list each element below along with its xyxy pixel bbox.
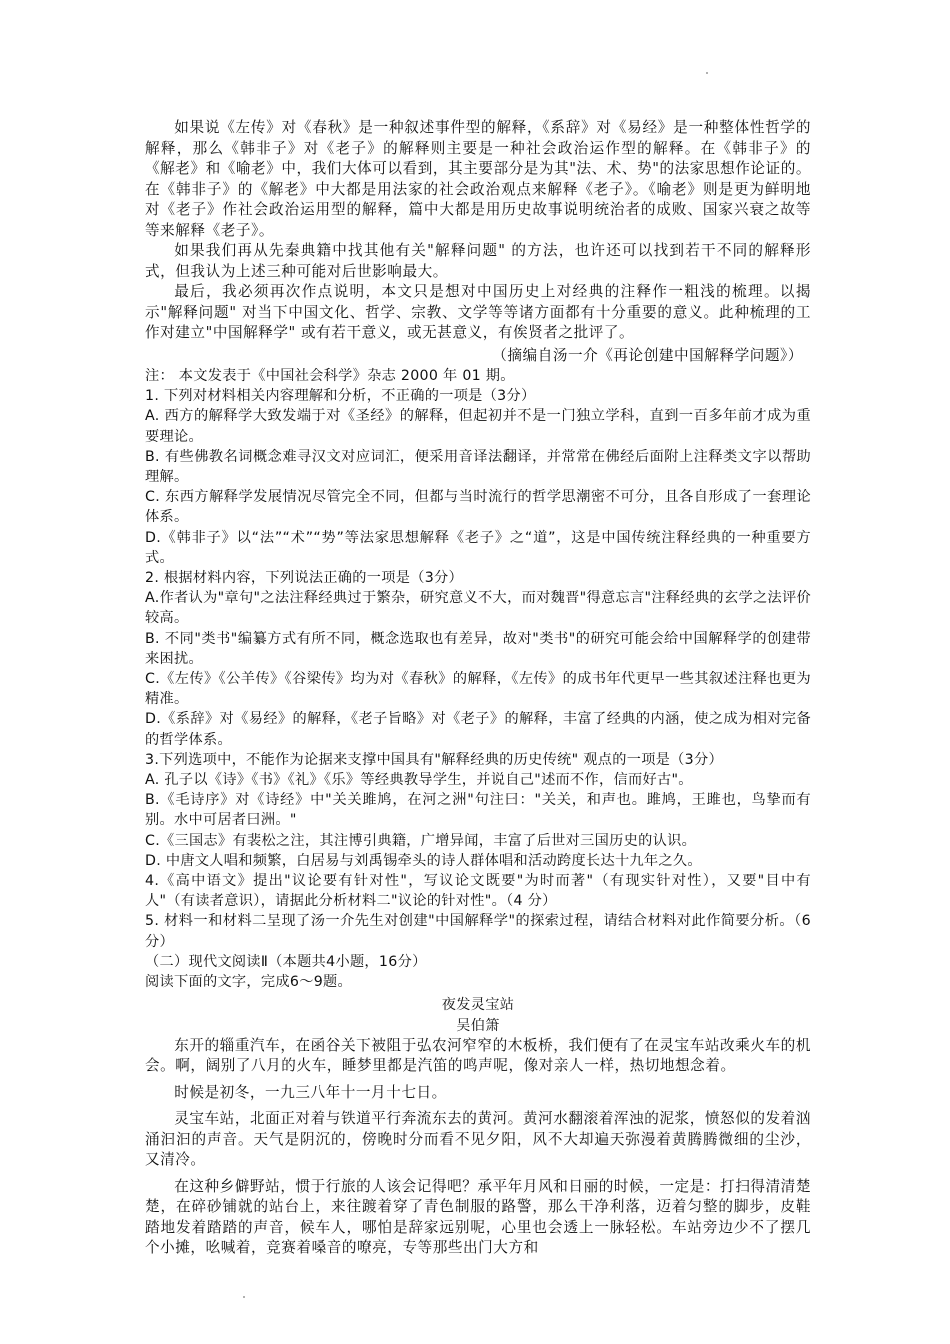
question-1-stem: 1. 下列对材料相关内容理解和分析，不正确的一项是（3分） — [145, 388, 536, 405]
section-heading: （二）现代文阅读Ⅱ（本题共4小题，16分） — [145, 953, 427, 970]
question-1-option-d: D.《韩非子》以“法”“术”“势”等法家思想解释《老子》之“道”，这是中国传统注释经典的一种重要方式。 — [145, 529, 811, 566]
question-3-option-d: D. 中唐文人唱和频繁，白居易与刘禹锡牵头的诗人群体唱和活动跨度长达十九年之久。 — [145, 852, 702, 869]
question-1-option-c: C. 东西方解释学发展情况尽管完全不同，但都与当时流行的哲学思潮密不可分，且各自形成了一套理论体系。 — [145, 489, 811, 526]
question-5: 5. 材料一和材料二呈现了汤一介先生对创建"中国解释学"的探索过程，请结合材料对此作简要分析。（6分） — [145, 913, 811, 950]
passage2-paragraph: 东开的辎重汽车，在函谷关下被阻于弘农河窄窄的木板桥，我们便有了在灵宝车站改乘火车的机会。啊，阔别了八月的火车，睡梦里都是汽笛的鸣声呢，像对亲人一样，热切地想念着。 — [145, 1036, 811, 1075]
passage2-paragraph: 灵宝车站，北面正对着与铁道平行奔流东去的黄河。黄河水翻滚着浑浊的泥浆，愤怒似的发着汹涌汩汩的声音。天气是阴沉的，傍晚时分而看不见夕阳，风不大却遍天弥漫着黄腾腾微细的尘沙，又清冷。 — [145, 1110, 811, 1169]
source-citation: （摘编自汤一介《再论创建中国解释学问题》） — [492, 346, 803, 364]
question-4: 4.《高中语文》提出"议论要有针对性"，写议论文既要"为时而著"（有现实针对性），又要"目中有人"（有读者意识），请据此分析材料二"议论的针对性"。（4 分） — [145, 873, 811, 910]
question-2-option-a: A.作者认为"章句"之法注释经典过于繁杂，研究意义不大，而对魏晋"得意忘言"注释经典的玄学之法评价较高。 — [145, 590, 811, 627]
question-3-option-c: C.《三国志》有裴松之注，其注博引典籍，广增异闻，丰富了后世对三国历史的认识。 — [145, 832, 697, 849]
scan-speck — [706, 72, 708, 74]
passage1-paragraph: 如果说《左传》对《春秋》是一种叙述事件型的解释，《系辞》对《易经》是一种整体性哲学的解释，那么《韩非子》对《老子》的解释则主要是一种社会政治运作型的解释。在《韩非子》的《解老》和《喻老》中，我们大体可以看到，其主要部分是为其"法、术、势"的法家思想作论证的。在《韩非子》的《解老》中大都是用法家的社会政治观点来解释《老子》。《喻老》则是更为鲜明地对《老子》作社会政治运用型的解释，篇中大都是用历史故事说明统治者的成败、国家兴衰之故等等来解释《老子》。 — [145, 119, 811, 239]
passage2-paragraph: 时候是初冬，一九三八年十一月十七日。 — [174, 1083, 447, 1101]
passage2-title: 夜发灵宝站 — [441, 997, 515, 1014]
publication-note: 注： 本文发表于《中国社会科学》杂志 2000 年 01 期。 — [145, 368, 515, 384]
question-2-stem: 2. 根据材料内容，下列说法正确的一项是（3分） — [145, 570, 464, 587]
question-2-option-b: B. 不同"类书"编纂方式有所不同，概念选取也有差异，故对"类书"的研究可能会给中国解释学的创建带来困扰。 — [145, 630, 811, 667]
passage2-paragraph: 在这种乡僻野站，惯于行旅的人该会记得吧？承平年月风和日丽的时候，一定是：打扫得清清楚楚，在碎砂铺就的站台上，来往踱着穿了青色制服的路警，那么干净利落，迈着匀整的脚步，皮鞋踏地发着踏踏的声音，候车人，哪怕是辞家远别呢，心里也会透上一脉轻松。车站旁边少不了摆几个小摊，吆喊着，竞赛着嗓音的嘹亮，专等那些出门大方和 — [145, 1177, 811, 1257]
question-2-option-d: D.《系辞》对《易经》的解释，《老子旨略》对《老子》的解释，丰富了经典的内涵，使之成为相对完备的哲学体系。 — [145, 711, 811, 748]
question-3-option-a: A. 孔子以《诗》《书》《礼》《乐》等经典教导学生，并说自己"述而不作，信而好古"。 — [145, 772, 693, 789]
question-3-stem: 3.下列选项中，不能作为论据来支撑中国具有"解释经典的历史传统" 观点的一项是（3分） — [145, 751, 723, 768]
question-1-option-b: B. 有些佛教名词概念难寻汉文对应词汇，便采用音译法翻译，并常常在佛经后面附上注释类文字以帮助理解。 — [145, 448, 811, 486]
document-body — [145, 118, 811, 1259]
question-1-option-a: A. 西方的解释学大致发端于对《圣经》的解释，但起初并不是一门独立学科，直到一百多年前才成为重要理论。 — [145, 408, 811, 445]
question-3-option-b: B.《毛诗序》对《诗经》中"关关雎鸠，在河之洲"句注曰："关关，和声也。雎鸠，王雎也，鸟挚而有别。水中可居者曰洲。" — [145, 792, 811, 829]
passage1-paragraph: 最后，我必须再次作点说明，本文只是想对中国历史上对经典的注释作一粗浅的梳理。以揭示"解释问题" 对当下中国文化、哲学、宗教、文学等等诸方面都有十分重要的意义。此种梳理的工作对建立"中国解释学" 或有若干意义，或无甚意义，有俟贤者之批评了。 — [145, 283, 811, 341]
question-2-option-c: C.《左传》《公羊传》《谷梁传》均为对《春秋》的解释，《左传》的成书年代更早一些其叙述注释也更为精准。 — [145, 671, 811, 708]
reading-instruction: 阅读下面的文字，完成6～9题。 — [145, 974, 352, 991]
passage2-author: 吴伯箫 — [456, 1017, 500, 1034]
scan-speck — [243, 1296, 245, 1298]
passage1-paragraph: 如果我们再从先秦典籍中找其他有关"解释问题" 的方法，也许还可以找到若干不同的解释形式，但我认为上述三种可能对后世影响最大。 — [145, 242, 811, 280]
